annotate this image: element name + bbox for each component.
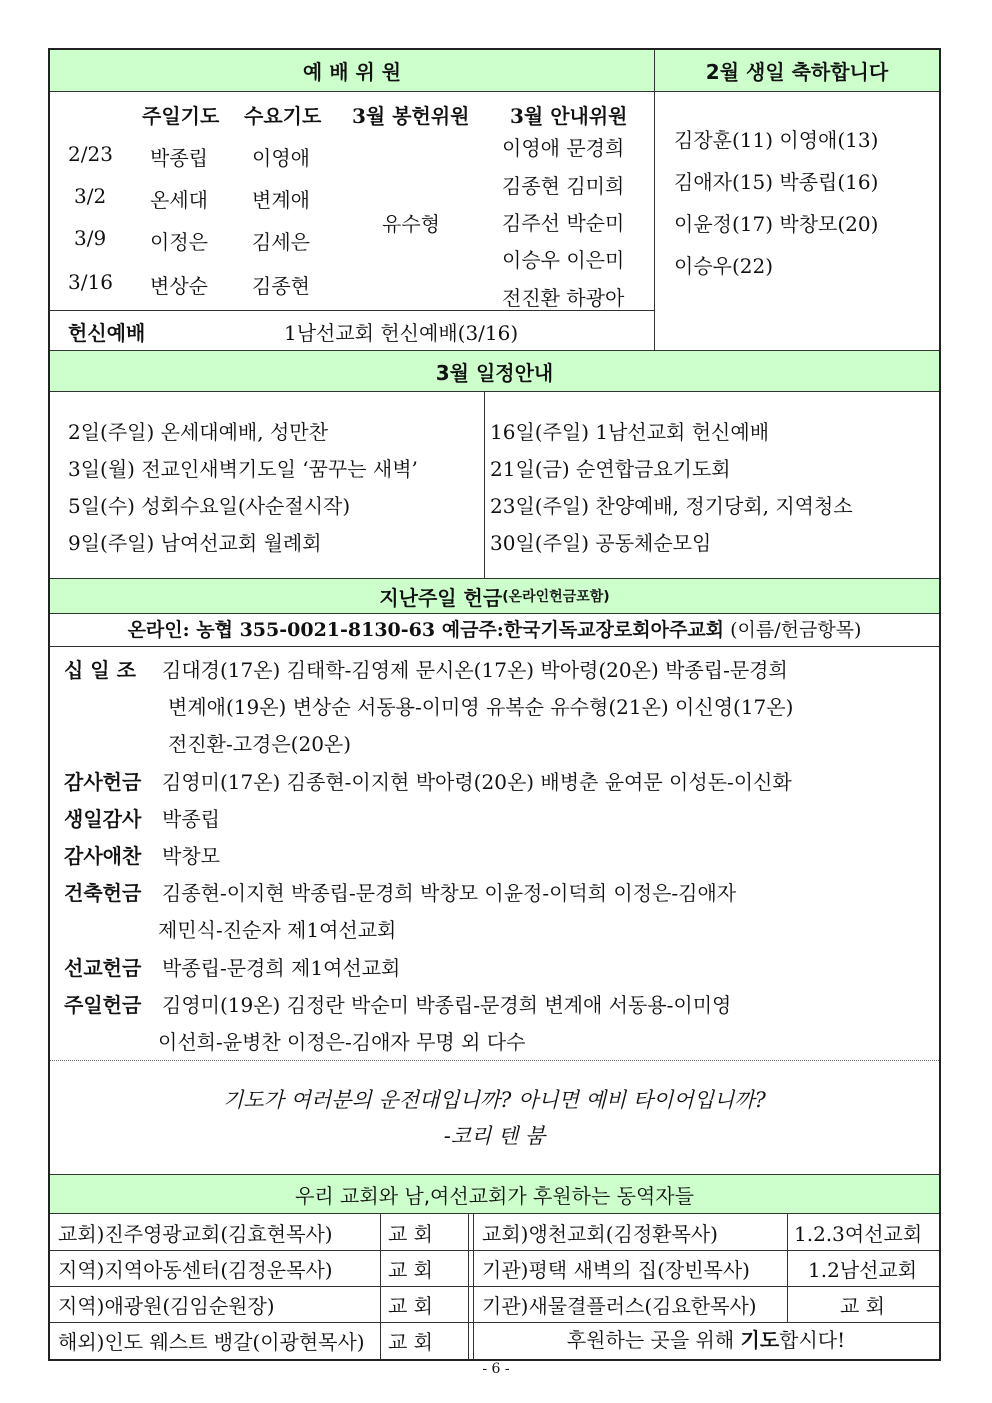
divider xyxy=(50,646,939,647)
supported-ministry: 교회)앵천교회(김정환목사) xyxy=(482,1222,718,1246)
supported-ministry: 해외)인도 웨스트 뱅갈(이광현목사) xyxy=(58,1330,365,1354)
sunday-prayer-name: 변상순 xyxy=(150,274,208,298)
sunday-prayer-name: 박종립 xyxy=(150,146,208,170)
supporter: 교 회 xyxy=(388,1222,433,1246)
birthday-header xyxy=(655,50,939,92)
schedule-item: 16일(주일) 1남선교회 헌신예배 xyxy=(490,420,770,444)
schedule-item: 5일(수) 성회수요일(사순절시작) xyxy=(68,494,351,518)
wednesday-prayer-name: 김세은 xyxy=(252,230,310,254)
supported-ministry: 교회)진주영광교회(김효현목사) xyxy=(58,1222,333,1246)
tithe-label: 십 일 조 xyxy=(64,658,136,682)
offering-line: 김영미(19온) 김정란 박순미 박종립-문경희 변계애 서동용-이미영 xyxy=(162,993,732,1017)
offering-line: 박종립 xyxy=(162,807,220,831)
online-account-info xyxy=(50,614,939,646)
offering-line: 김영미(17온) 김종현-이지현 박아령(20온) 배병춘 윤여문 이성돈-이신화 xyxy=(162,770,792,794)
birthday-row: 김애자(15) 박종립(16) xyxy=(674,170,879,194)
dedication-label: 헌신예배 xyxy=(68,321,146,345)
supporter: 교 회 xyxy=(840,1294,885,1318)
col-wednesday-prayer: 수요기도 xyxy=(244,104,322,128)
divider xyxy=(50,310,654,311)
support-prayer-bold: 기도 xyxy=(740,1328,780,1352)
supporter: 교 회 xyxy=(388,1294,433,1318)
col-sunday-prayer: 주일기도 xyxy=(142,104,220,128)
usher-pair: 이승우 이은미 xyxy=(502,248,625,272)
support-prayer-pre: 후원하는 곳을 위해 xyxy=(566,1328,741,1352)
date: 3/16 xyxy=(68,270,113,294)
birthday-thanks-label: 생일감사 xyxy=(64,807,142,831)
supported-ministry: 지역)애광원(김임순원장) xyxy=(58,1294,275,1318)
supporter: 교 회 xyxy=(388,1258,433,1282)
offering-title: 지난주일 헌금 xyxy=(379,585,503,610)
divider xyxy=(654,50,655,350)
birthday-title: 2월 생일 축하합니다 xyxy=(705,60,889,84)
worship-committee-header xyxy=(50,50,654,92)
wednesday-prayer-name: 변계애 xyxy=(252,188,310,212)
date: 2/23 xyxy=(68,142,113,166)
birthday-row: 이윤정(17) 박창모(20) xyxy=(674,212,879,236)
usher-pair: 김종현 김미희 xyxy=(502,174,625,198)
date: 3/2 xyxy=(74,184,107,208)
worship-committee-title: 예 배 위 원 xyxy=(302,60,402,84)
supporter: 1.2.3여선교회 xyxy=(794,1222,923,1246)
schedule-item: 30일(주일) 공동체순모임 xyxy=(490,531,712,555)
sunday-offering-label: 주일헌금 xyxy=(64,993,142,1017)
divider xyxy=(787,1214,788,1322)
offering-title-note: (온라인헌금포함) xyxy=(502,589,610,605)
schedule-item: 9일(주일) 남여선교회 월례회 xyxy=(68,531,322,555)
mission-offering-label: 선교헌금 xyxy=(64,956,142,980)
wednesday-prayer-name: 김종현 xyxy=(252,274,310,298)
bulletin-page-frame xyxy=(48,48,941,1361)
birthday-row: 이승우(22) xyxy=(674,254,774,278)
col-ushers: 3월 안내위원 xyxy=(510,104,628,128)
schedule-item: 21일(금) 순연합금요기도회 xyxy=(490,457,731,481)
divider xyxy=(50,1286,939,1287)
sunday-prayer-name: 이정은 xyxy=(150,230,208,254)
offering-line: 이선희-윤병찬 이정은-김애자 무명 외 다수 xyxy=(158,1030,526,1054)
supporter: 교 회 xyxy=(388,1330,433,1354)
offering-line: 박종립-문경희 제1여선교회 xyxy=(162,956,401,980)
schedule-title: 3월 일정안내 xyxy=(435,360,554,385)
offering-line: 박창모 xyxy=(162,844,220,868)
col-offering: 3월 봉헌위원 xyxy=(352,104,470,128)
supported-ministry: 지역)지역아동센터(김정운목사) xyxy=(58,1258,333,1282)
offering-committee-name: 유수형 xyxy=(382,212,440,236)
thanks-offering-label: 감사헌금 xyxy=(64,770,142,794)
offering-header xyxy=(50,578,939,614)
wednesday-prayer-name: 이영애 xyxy=(252,146,310,170)
schedule-item: 23일(주일) 찬양예배, 정기당회, 지역청소 xyxy=(490,494,853,518)
dotted-divider xyxy=(50,1060,939,1061)
usher-pair: 김주선 박순미 xyxy=(502,211,625,235)
offering-line: 김종현-이지현 박종립-문경희 박창모 이윤정-이덕희 이정은-김애자 xyxy=(162,881,737,905)
online-account-bold: 온라인: 농협 355-0021-8130-63 예금주:한국기독교장로회아주교회 xyxy=(127,619,725,641)
offering-line: 제민식-진순자 제1여선교회 xyxy=(158,918,397,942)
thanks-meal-label: 감사애찬 xyxy=(64,844,142,868)
support-prayer-note xyxy=(473,1322,939,1359)
divider xyxy=(50,1250,939,1251)
support-header xyxy=(50,1174,939,1214)
usher-pair: 이영애 문경희 xyxy=(502,136,625,160)
offering-line: 변계애(19온) 변상순 서동용-이미영 유복순 유수형(21온) 이신영(17온) xyxy=(168,695,794,719)
date: 3/9 xyxy=(74,226,107,250)
building-offering-label: 건축헌금 xyxy=(64,881,142,905)
dedication-value: 1남선교회 헌신예배(3/16) xyxy=(284,321,519,345)
sunday-prayer-name: 온세대 xyxy=(150,188,208,212)
online-account-note: (이름/헌금항목) xyxy=(724,619,862,641)
supported-ministry: 기관)평택 새벽의 집(장빈목사) xyxy=(482,1258,750,1282)
support-prayer-post: 합시다! xyxy=(779,1328,846,1352)
birthday-row: 김장훈(11) 이영애(13) xyxy=(674,128,879,152)
quote-author: -코리 텐 붐 xyxy=(443,1124,546,1148)
supported-ministry: 기관)새물결플러스(김요한목사) xyxy=(482,1294,757,1318)
schedule-item: 2일(주일) 온세대예배, 성만찬 xyxy=(68,420,328,444)
usher-pair: 전진환 하광아 xyxy=(502,286,625,310)
offering-line: 김대경(17온) 김태학-김영제 문시온(17온) 박아령(20온) 박종립-문경희 xyxy=(162,658,788,682)
quote-text: 기도가 여러분의 운전대입니까? 아니면 예비 타이어입니까? xyxy=(223,1088,766,1112)
offering-line: 전진환-고경은(20온) xyxy=(168,732,352,756)
page-number: - 6 - xyxy=(482,1361,510,1377)
schedule-item: 3일(월) 전교인새벽기도일 ‘꿈꾸는 새벽’ xyxy=(68,457,418,481)
support-title: 우리 교회와 남,여선교회가 후원하는 동역자들 xyxy=(295,1183,694,1208)
divider xyxy=(484,392,485,578)
schedule-header xyxy=(50,350,939,392)
supporter: 1.2남선교회 xyxy=(808,1258,918,1282)
